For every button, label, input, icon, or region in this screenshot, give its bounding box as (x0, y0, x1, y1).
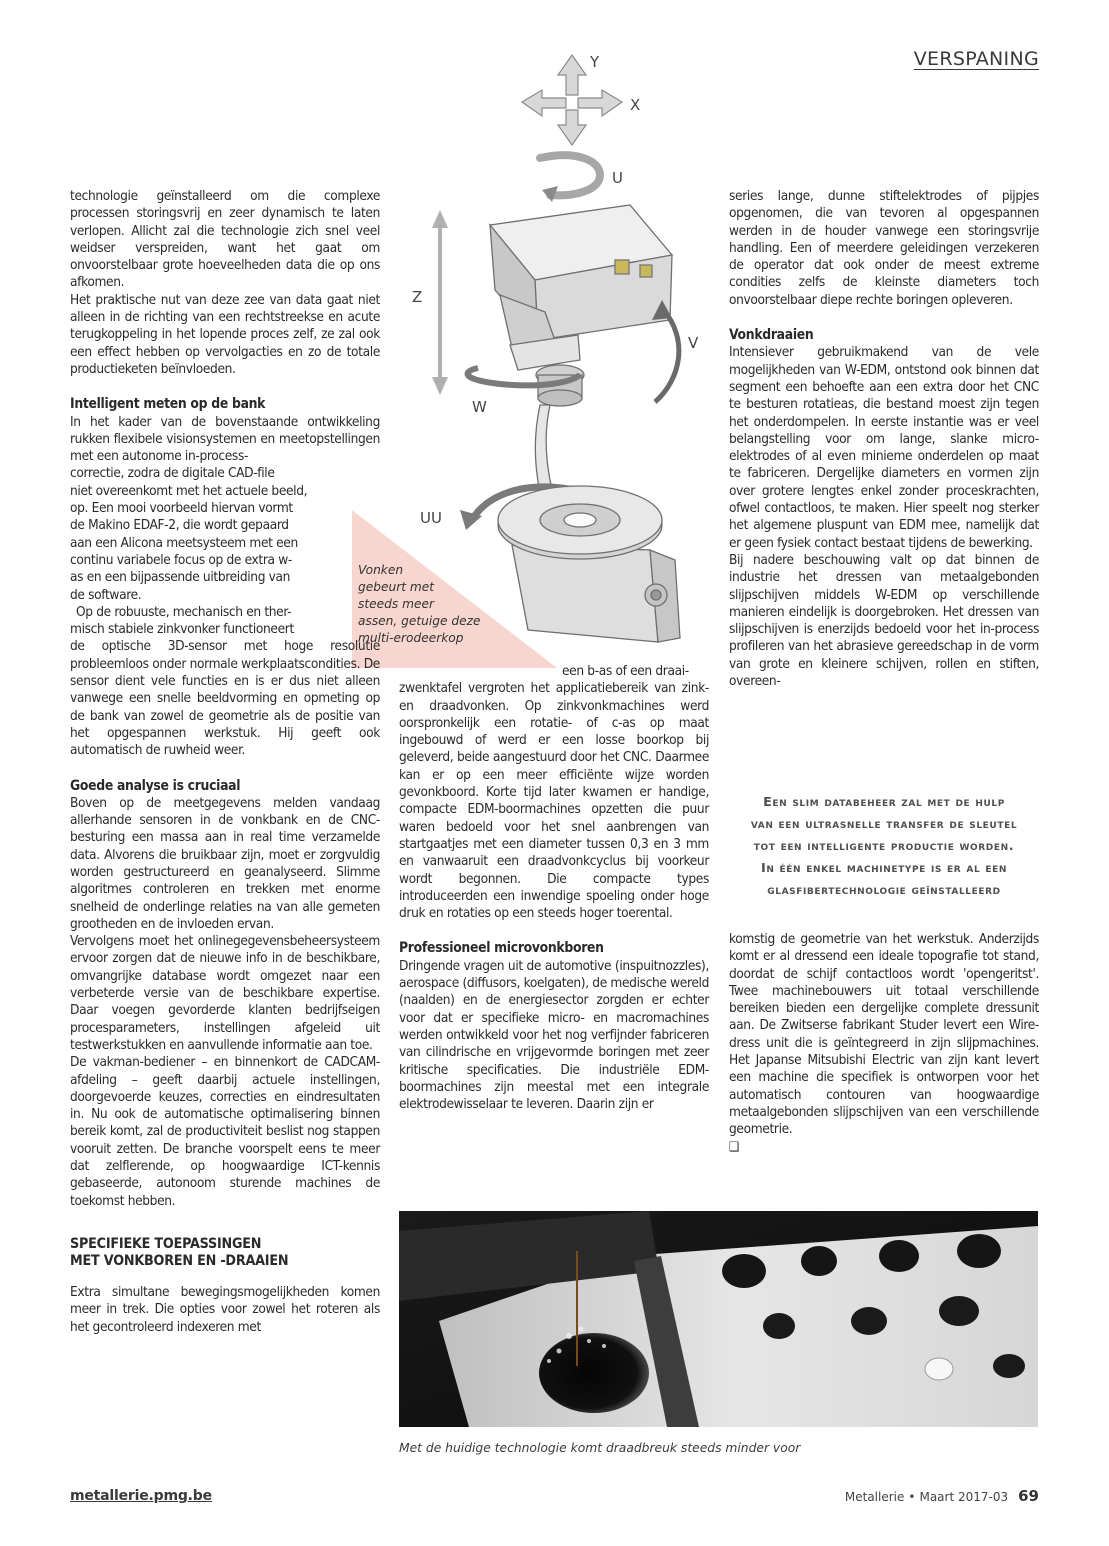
column-3 (729, 188, 1039, 690)
section-title: VERSPANING (913, 48, 1039, 70)
heading-goede-analyse: Goede analyse is cruciaal (70, 777, 241, 794)
axis-label-z: Z (412, 288, 423, 306)
footer-magazine: Metallerie (844, 1490, 905, 1504)
col1-paragraph-4-lines: Op de robuuste, mechanisch en ther- misch stabiele zinkvonker functioneert (70, 603, 294, 638)
end-of-article-mark: ❑ (729, 1139, 740, 1155)
column-2 (399, 663, 709, 1113)
page-number: 69 (1018, 1487, 1039, 1505)
axis-label-uu: UU (420, 509, 442, 527)
axis-label-u: U (612, 169, 623, 187)
heading-specifieke-toepassingen-line2: MET VONKBOREN EN -DRAAIEN (70, 1252, 289, 1269)
axis-label-w: W (472, 398, 487, 416)
z-axis-arrow (432, 210, 448, 395)
quote-triangle-text: Vonken gebeurt met steeds meer assen, getuige deze multi-erodeerkop (358, 563, 481, 645)
col2-paragraph-2: Dringende vragen uit de automotive (inspuitnozzles), aerospace (diffusors, koelgaten), de medische wereld (naalden) en de energiesector zorgden er echter voor dat er specifieke micro- en macromachines werden ontwikkeld voor het nog verfijnder fabriceren van cilindrische en vrijgevormde boringen met zeer kritische specificaties. Die industriële EDM-boormachines zijn meestal met een integrale elektrodewisselaar te leveren. Daarin zijn er (399, 957, 709, 1113)
footer-separator-bullet: • (908, 1490, 916, 1504)
heading-professioneel-microvonkboren: Professioneel microvonkboren (399, 940, 604, 957)
heading-vonkdraaien: Vonkdraaien (729, 327, 814, 344)
column-1 (70, 188, 380, 1336)
photo-caption: Met de huidige technologie komt draadbreuk steeds minder voor (399, 1441, 801, 1455)
col1-paragraph-2: Het praktische nut van deze zee van data gaat niet alleen in de richting van een rechtstreekse en acute terugkoppeling in het lopende proces zelf, ze zal ook een effect hebben op vervolgacties en zo de totale productieketen beïnvloeden. (70, 291, 380, 377)
col3-paragraph-1: series lange, dunne stiftelektrodes of pijpjes opgenomen, die van tevoren al opgespannen werden in de houder vanwege een storingsvrije handling. Een of meerdere geleidingen verzekeren de operator dat ook onder de meest extreme condities zelfs de kleinste diameters toch onvoorstelbaar diepe rechte boringen opleveren. (729, 188, 1039, 308)
heading-specifieke-toepassingen-line1: SPECIFIEKE TOEPASSINGEN (70, 1235, 262, 1252)
axis-label-x: X (630, 96, 641, 114)
col1-paragraph-5: Boven op de meetgegevens melden vandaag allerhande sensoren in de vonkbank en de CNC-besturing een massa aan in real time verzamelde data. Alvorens die bruikbaar zijn, moet er zorgvuldig worden gestructureerd en geanalyseerd. Slimme algoritmes controleren en trekken met enorme snelheid de onderlinge relaties na van alle gemeten grootheden en de invloeden ervan. (70, 794, 380, 932)
axis-label-v: V (688, 334, 699, 352)
col3-paragraph-3: Bij nadere beschouwing valt op dat binnen de industrie het dressen van metaalgebonden slijpschijven middels W-EDM op verschillende manieren eindelijk is doorgebroken. Het dressen van slijpschijven is enerzijds bedoeld voor het in-process profileren van het abrasieve gereedschap in de vorm van grote en kleinere schijven, rollen en stiften, overeen- (729, 551, 1039, 690)
xy-axis-cross (522, 55, 622, 145)
col1-paragraph-8: Extra simultane bewegingsmogelijkheden komen meer in trek. Die opties voor zowel het roteren als het gecontroleerd indexeren met (70, 1283, 380, 1335)
col1-paragraph-4b: de optische 3D-sensor met hoge resolutie probleemloos onder normale werkplaatscondities. De sensor dient vele functies en is er dus niet alleen vanwege een snelle beeldvorming en opmeting op de bank van zowel de geometrie als de positie van het opgespannen werkstuk. Hij geeft ook automatisch de ruwheid weer. (70, 638, 380, 759)
col1-paragraph-3-lines: correctie, zodra de digitale CAD-file niet overeenkomt met het actuele beeld, op. Een mooi voorbeeld hiervan vormt de Makino EDAF-2, die wordt gepaard aan een Alicona meetsysteem met een continu variabele focus op de extra w- as en een bijpassende uitbreiding van de software. (70, 465, 308, 603)
heading-intelligent-meten: Intelligent meten op de bank (70, 396, 266, 413)
col3-paragraph-2: Intensiever gebruikmakend van de vele mogelijkheden van W-EDM, ontstond ook binnen dat segment een behoefte aan een extra door het CNC te besturen rotatieas, die bestand moest zijn tegen het onderdompelen. In eerste instantie was er veel belangstelling voor om lange, slanke micro-elektrodes of al even minieme onderdelen op maat te fabriceren. Dergelijke diameters en vormen zijn over grotere lengtes enkel zonder proceskrachten, ofwel contactloos, te maken. Hier speelt nog sterker het algemene pluspunt van EDM mee, namelijk dat er geen fysiek contact bestaat tijdens de bewerking. (729, 344, 1039, 551)
col2-first-line: een b-as of een draai- (562, 663, 689, 679)
footer-issue: Maart 2017-03 (919, 1490, 1009, 1504)
axis-label-y: Y (590, 53, 600, 71)
footer-info (845, 1487, 1039, 1505)
col1-paragraph-3a: In het kader van de bovenstaande ontwikkeling rukken flexibele visionsystemen en meetopstellingen met een autonome in-process- (70, 413, 380, 465)
col1-paragraph-6: Vervolgens moet het onlinegegevensbeheersysteem ervoor zorgen dat de nieuwe info in de beschikbare, omvangrijke database wordt omgezet naar een verbeterde versie van de beschikbare expertise. Daar voegen gevorderde klanten bedrijfseigen procesparameters, instellingen afgeleid uit testwerkstukken en aanvullende informatie aan toe. (70, 933, 380, 1053)
footer-url[interactable]: metallerie.pmg.be (70, 1488, 212, 1504)
pull-quote: Een slim databeheer zal met de hulp van een ultrasnelle transfer de sleutel tot een intelligente productie worden. In één enkel machinetype is er al een glasfibertechnologie geïnstalleerd (750, 795, 1018, 898)
col3-paragraph-4: komstig de geometrie van het werkstuk. Anderzijds komt er al dressend een ideale topografie tot stand, doordat de schijf contactloos wordt 'opengeritst'. Twee machinebouwers uit totaal verschillende bereiken bieden een dergelijke complete dressunit aan. De Zwitserse fabrikant Studer levert een Wire-dress unit die is geïntegreerd in zijn slijpmachines. Het Japanse Mitsubishi Electric van zijn kant levert een machine die specifiek is ontworpen voor het automatisch contouren van hoogwaardige metaalgebonden slijpschijven van een verschillende geometrie. (729, 931, 1039, 1138)
col1-paragraph-7: De vakman-bediener – en binnenkort de CADCAM-afdeling – geeft daarbij actuele instellingen, doorgevoerde keuzes, correcties en eindresultaten in. Nu ook de automatische optimalisering binnen bereik komt, zal de productiviteit beslist nog stappen vooruit zetten. De branche voorspelt eens te meer dat zelflerende, op hoogwaardige ICT-kennis gebaseerde, autonoom sturende machines de toekomst hebben. (70, 1054, 380, 1209)
article-photo (399, 1211, 1038, 1427)
column-3-continued (729, 931, 1039, 1156)
col1-paragraph-1: technologie geïnstalleerd om die complexe processen storingsvrij en zeer dynamisch te laten verlopen. Allicht zal die technologie zich snel veel weidser verspreiden, want het gaat om onvoorstelbaar grote hoeveelheden data die op ons afkomen. (70, 188, 380, 291)
col2-paragraph-1: zwenktafel vergroten het applicatiebereik van zink- en draadvonken. Op zinkvonkmachines werd oorspronkelijk een rotatie- of c-as op maat ingebouwd of werd er een losse boorkop bij geleverd, beide aangestuurd door het CNC. Daarmee kan er op een meer efficiënte wijze worden gevonkboord. Korte tijd later kwamen er handige, compacte EDM-boormachines opzetten die puur waren bedoeld voor het snel aanbrengen van startgaatjes met een diameter tussen 0,3 en 3 mm en vanwaaruit een draadvonkcyclus bij voorkeur wordt begonnen. Die compacte types introduceerden een inwendige spoeling onder hoge druk en rotaties op een steeds hoger toerental. (399, 680, 709, 922)
